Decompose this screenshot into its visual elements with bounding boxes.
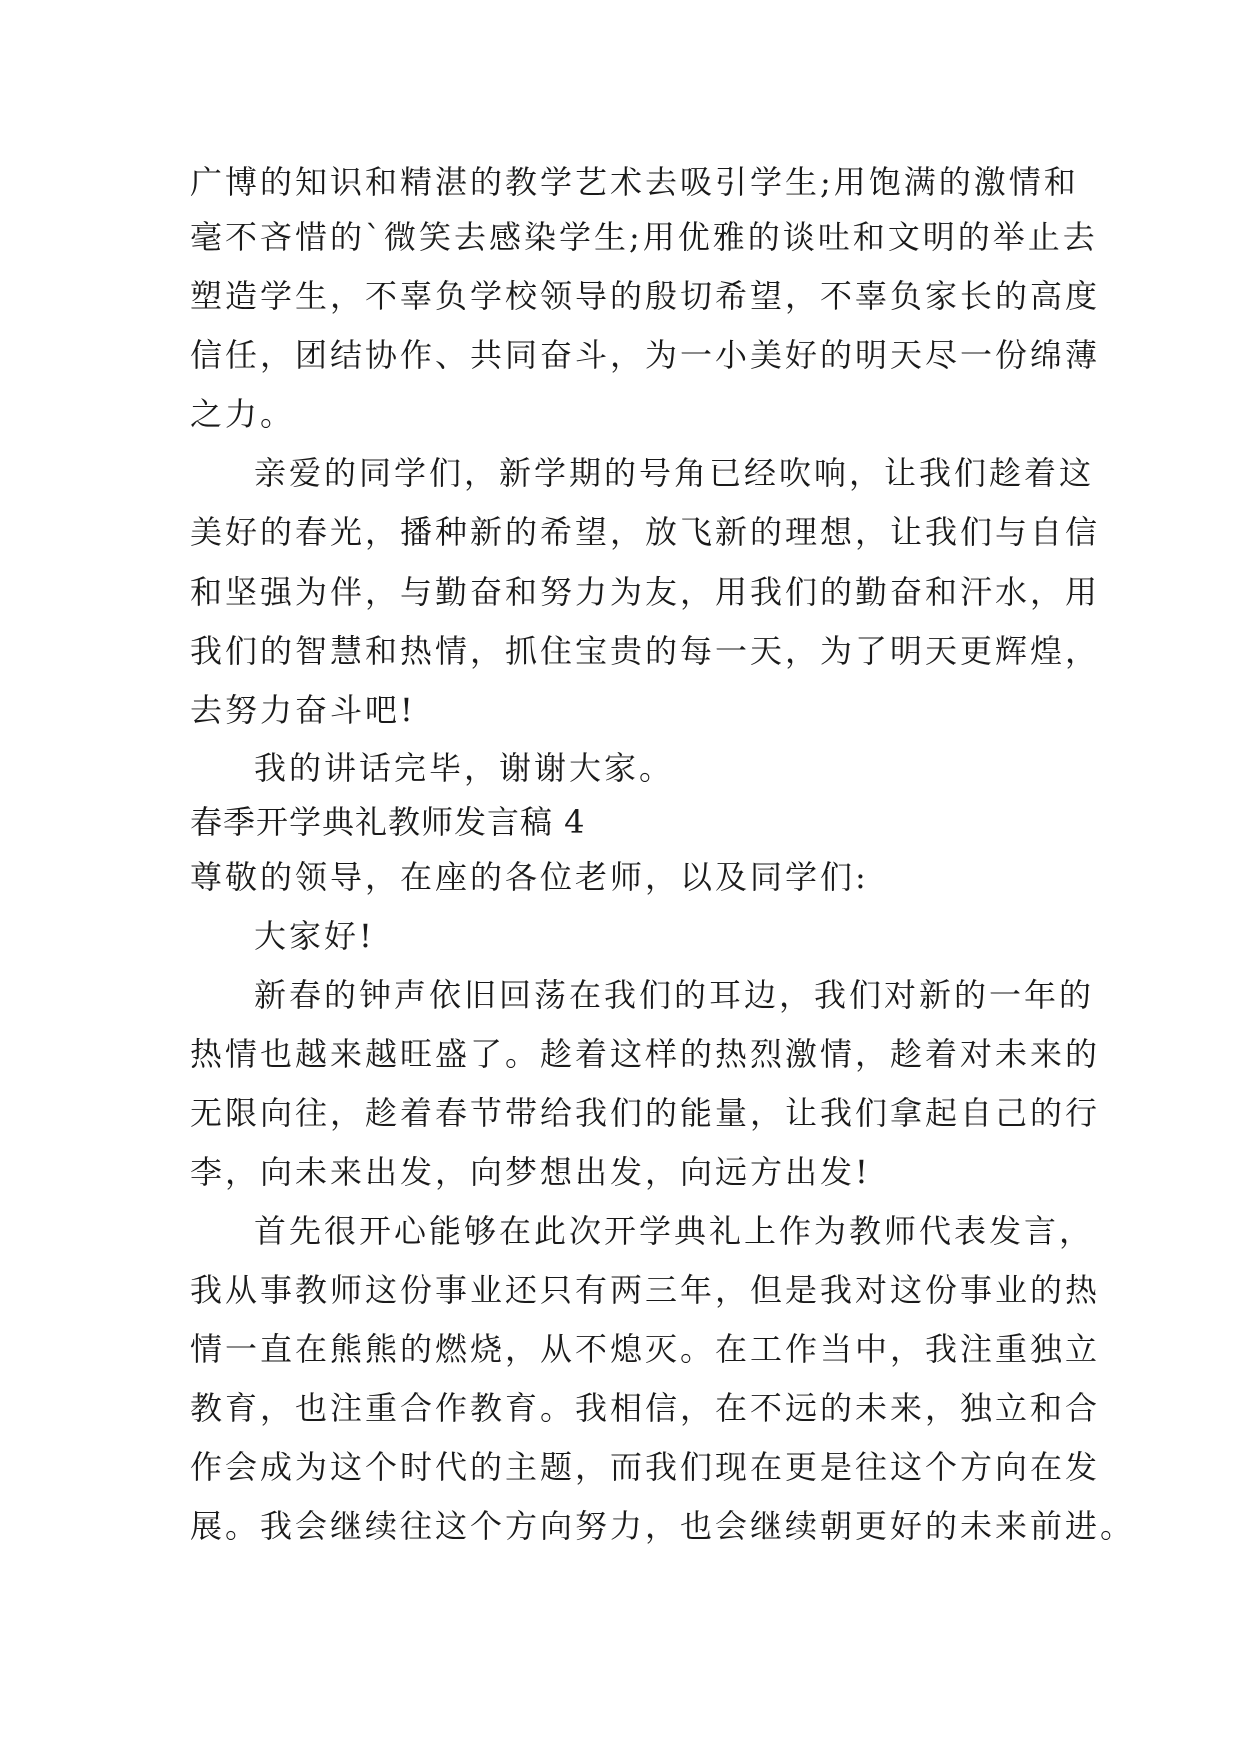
text-line: 无限向往，趁着春节带给我们的能量，让我们拿起自己的行 — [190, 1094, 1101, 1132]
salutation: 尊敬的领导，在座的各位老师，以及同学们: — [190, 858, 869, 896]
text-line: 热情也越来越旺盛了。趁着这样的热烈激情，趁着对未来的 — [190, 1035, 1101, 1073]
paragraph-first-line: 亲爱的同学们，新学期的号角已经吹响，让我们趁着这 — [254, 454, 1095, 492]
text-line: 美好的春光，播种新的希望，放飞新的理想，让我们与自信 — [190, 513, 1101, 551]
text-line: 我们的智慧和热情，抓住宝贵的每一天，为了明天更辉煌， — [190, 632, 1101, 670]
text-line: 和坚强为伴，与勤奋和努力为友，用我们的勤奋和汗水，用 — [190, 573, 1101, 611]
text-line: 广博的知识和精湛的教学艺术去吸引学生;用饱满的激情和 — [190, 163, 1079, 201]
text-line: 塑造学生，不辜负学校领导的殷切希望，不辜负家长的高度 — [190, 277, 1101, 315]
text-line: 教育，也注重合作教育。我相信，在不远的未来，独立和合 — [190, 1389, 1101, 1427]
paragraph-first-line: 新春的钟声依旧回荡在我们的耳边，我们对新的一年的 — [254, 976, 1095, 1014]
text-line: 作会成为这个时代的主题，而我们现在更是往这个方向在发 — [190, 1448, 1101, 1486]
paragraph-first-line: 首先很开心能够在此次开学典礼上作为教师代表发言， — [254, 1212, 1095, 1250]
text-line: 情一直在熊熊的燃烧，从不熄灭。在工作当中，我注重独立 — [190, 1330, 1101, 1368]
section-title: 春季开学典礼教师发言稿 4 — [190, 803, 586, 841]
text-line: 毫不吝惜的`微笑去感染学生;用优雅的谈吐和文明的举止去 — [190, 218, 1098, 256]
text-line: 之力。 — [190, 395, 296, 433]
text-line: 信任，团结协作、共同奋斗，为一小美好的明天尽一份绵薄 — [190, 336, 1101, 374]
text-line: 去努力奋斗吧! — [190, 691, 416, 729]
paragraph-first-line: 我的讲话完毕，谢谢大家。 — [254, 749, 675, 787]
text-line: 展。我会继续往这个方向努力，也会继续朝更好的未来前进。 — [190, 1507, 1136, 1545]
greeting: 大家好! — [254, 917, 375, 955]
text-line: 李，向未来出发，向梦想出发，向远方出发! — [190, 1153, 871, 1191]
text-line: 我从事教师这份事业还只有两三年，但是我对这份事业的热 — [190, 1271, 1101, 1309]
